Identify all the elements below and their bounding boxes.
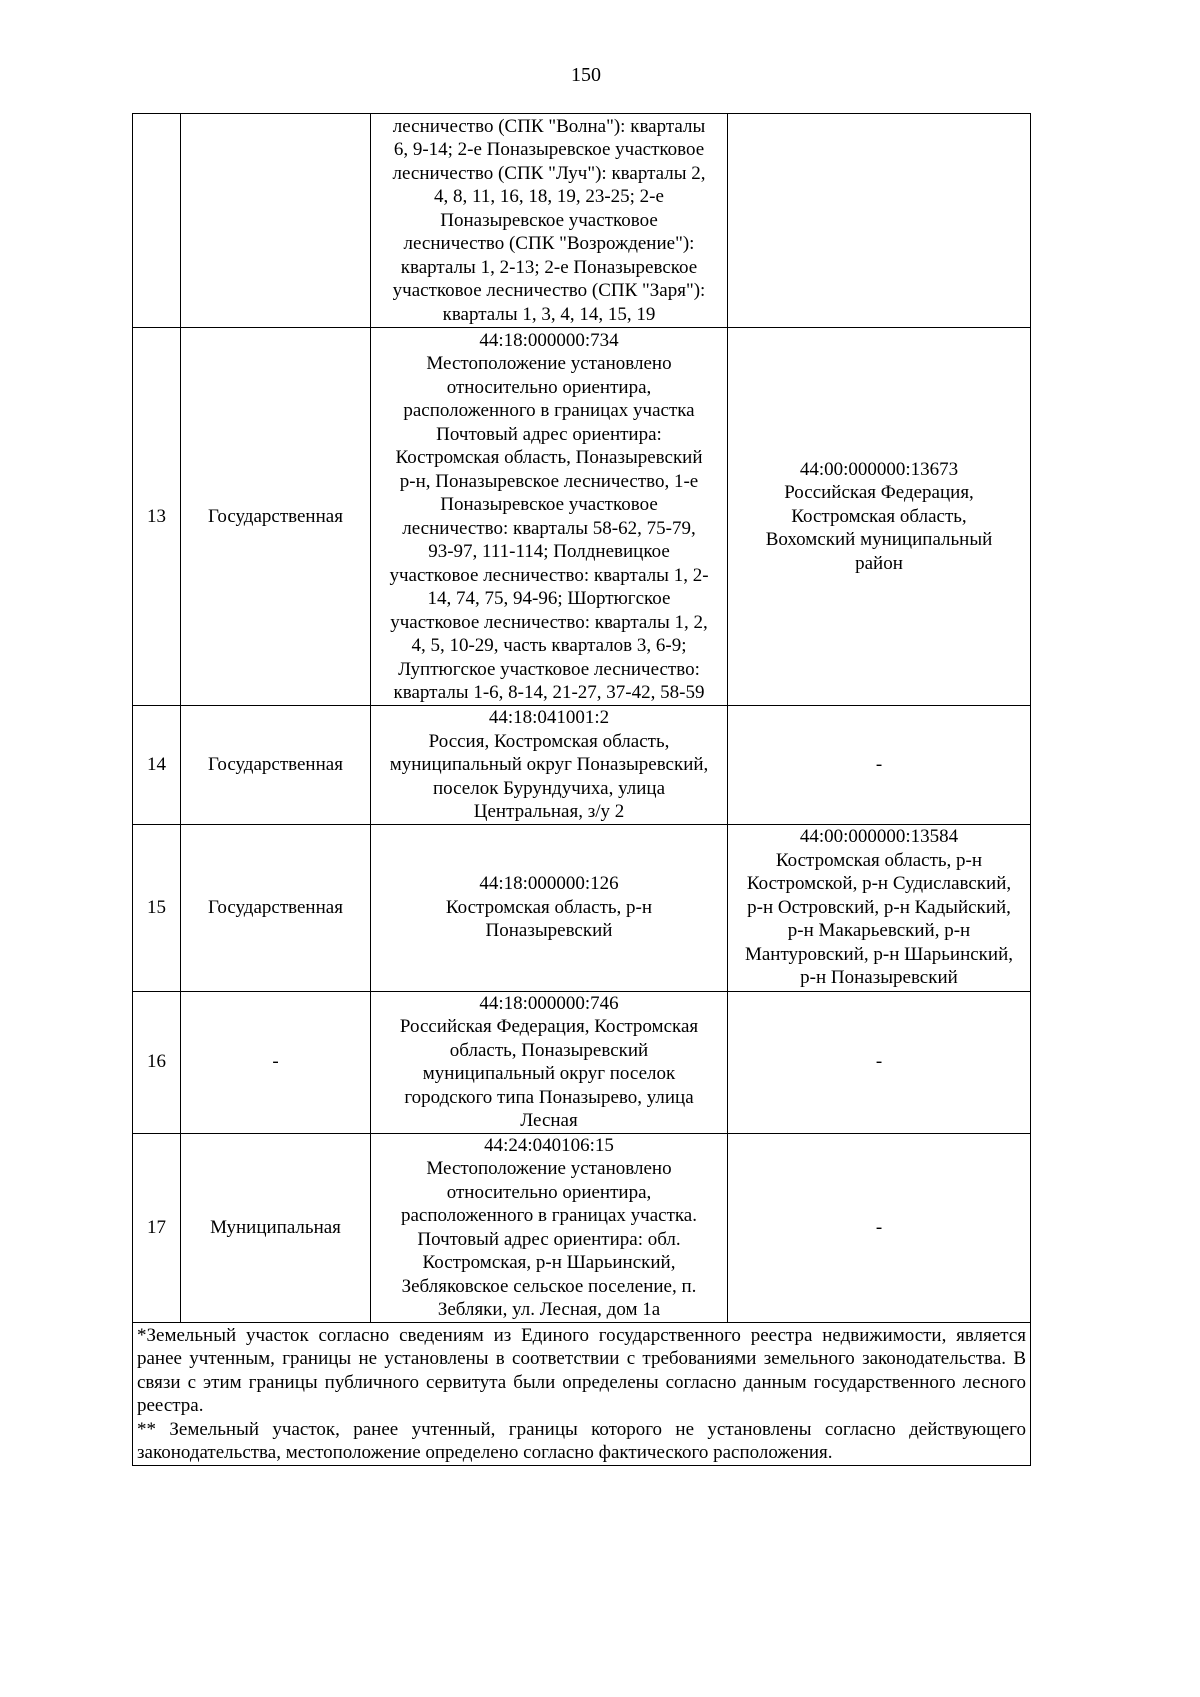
ownership-type: Государственная [181, 824, 371, 991]
table-row [133, 328, 1031, 706]
table-row [133, 991, 1031, 1133]
footnotes [133, 1322, 1031, 1465]
page-number: 150 [571, 64, 601, 86]
ownership-type: - [181, 991, 371, 1133]
table-row [133, 114, 1031, 328]
row-number: 15 [133, 824, 181, 991]
parent-plot: 44:00:000000:13673 Российская Федерация, Костромская область, Вохомский муниципальный район [728, 328, 1031, 706]
parent-plot [728, 114, 1031, 328]
plot-description: 44:18:041001:2 Россия, Костромская область, муниципальный округ Поназыревский, поселок Бурундучиха, улица Центральная, з/у 2 [371, 706, 728, 825]
parent-plot: - [728, 706, 1031, 825]
row-number: 13 [133, 328, 181, 706]
parent-plot: - [728, 1133, 1031, 1322]
row-number: 17 [133, 1133, 181, 1322]
ownership-type: Государственная [181, 706, 371, 825]
parent-plot: - [728, 991, 1031, 1133]
plot-description: 44:24:040106:15 Местоположение установлено относительно ориентира, расположенного в границах участка. Почтовый адрес ориентира: обл. Костромская, р-н Шарьинский, Зебляковское сельское поселение, п. Зебляки, ул. Лесная, дом 1а [371, 1133, 728, 1322]
ownership-type: Муниципальная [181, 1133, 371, 1322]
plot-description: лесничество (СПК "Волна"): кварталы 6, 9-14; 2-е Поназыревское участковое лесничество (СПК "Луч"): кварталы 2, 4, 8, 11, 16, 18, 19, 23-25; 2-е Поназыревское участковое лесничество (СПК "Возрождение"): кварталы 1, 2-13; 2-е Поназыревское участковое лесничество (СПК "Заря"): кварталы 1, 3, 4, 14, 15, 19 [371, 114, 728, 328]
plot-description: 44:18:000000:746 Российская Федерация, Костромская область, Поназыревский муниципальный округ поселок городского типа Поназырево, улица Лесная [371, 991, 728, 1133]
table-row [133, 1133, 1031, 1322]
table-row [133, 706, 1031, 825]
footnote-1: *Земельный участок согласно сведениям из Единого государственного реестра недвижимости, является ранее учтенным, границы не установлены в соответствии с требованиями земельного законодательства. В связи с этим границы публичного сервитута были определены согласно данным государственного лесного реестра. [137, 1324, 1026, 1416]
row-number: 16 [133, 991, 181, 1133]
table-row [133, 824, 1031, 991]
row-number: 14 [133, 706, 181, 825]
ownership-type [181, 114, 371, 328]
plot-description: 44:18:000000:126 Костромская область, р-н Поназыревский [371, 824, 728, 991]
row-number [133, 114, 181, 328]
parent-plot: 44:00:000000:13584 Костромская область, р-н Костромской, р-н Судиславский, р-н Островский, р-н Кадыйский, р-н Макарьевский, р-н Мантуровский, р-н Шарьинский, р-н Поназыревский [728, 824, 1031, 991]
footnote-row [133, 1322, 1031, 1465]
footnote-2: ** Земельный участок, ранее учтенный, границы которого не установлены согласно действующего законодательства, местоположение определено согласно фактического расположения. [137, 1418, 1026, 1463]
land-plots-table [132, 113, 1031, 1466]
ownership-type: Государственная [181, 328, 371, 706]
plot-description: 44:18:000000:734 Местоположение установлено относительно ориентира, расположенного в границах участка Почтовый адрес ориентира: Костромская область, Поназыревский р-н, Поназыревское лесничество, 1-е Поназыревское участковое лесничество: кварталы 58-62, 75-79, 93-97, 111-114; Полдневицкое участковое лесничество: кварталы 1, 2- 14, 74, 75, 94-96; Шортюгское участковое лесничество: кварталы 1, 2, 4, 5, 10-29, часть кварталов 3, 6-9; Луптюгское участковое лесничество: кварталы 1-6, 8-14, 21-27, 37-42, 58-59 [371, 328, 728, 706]
